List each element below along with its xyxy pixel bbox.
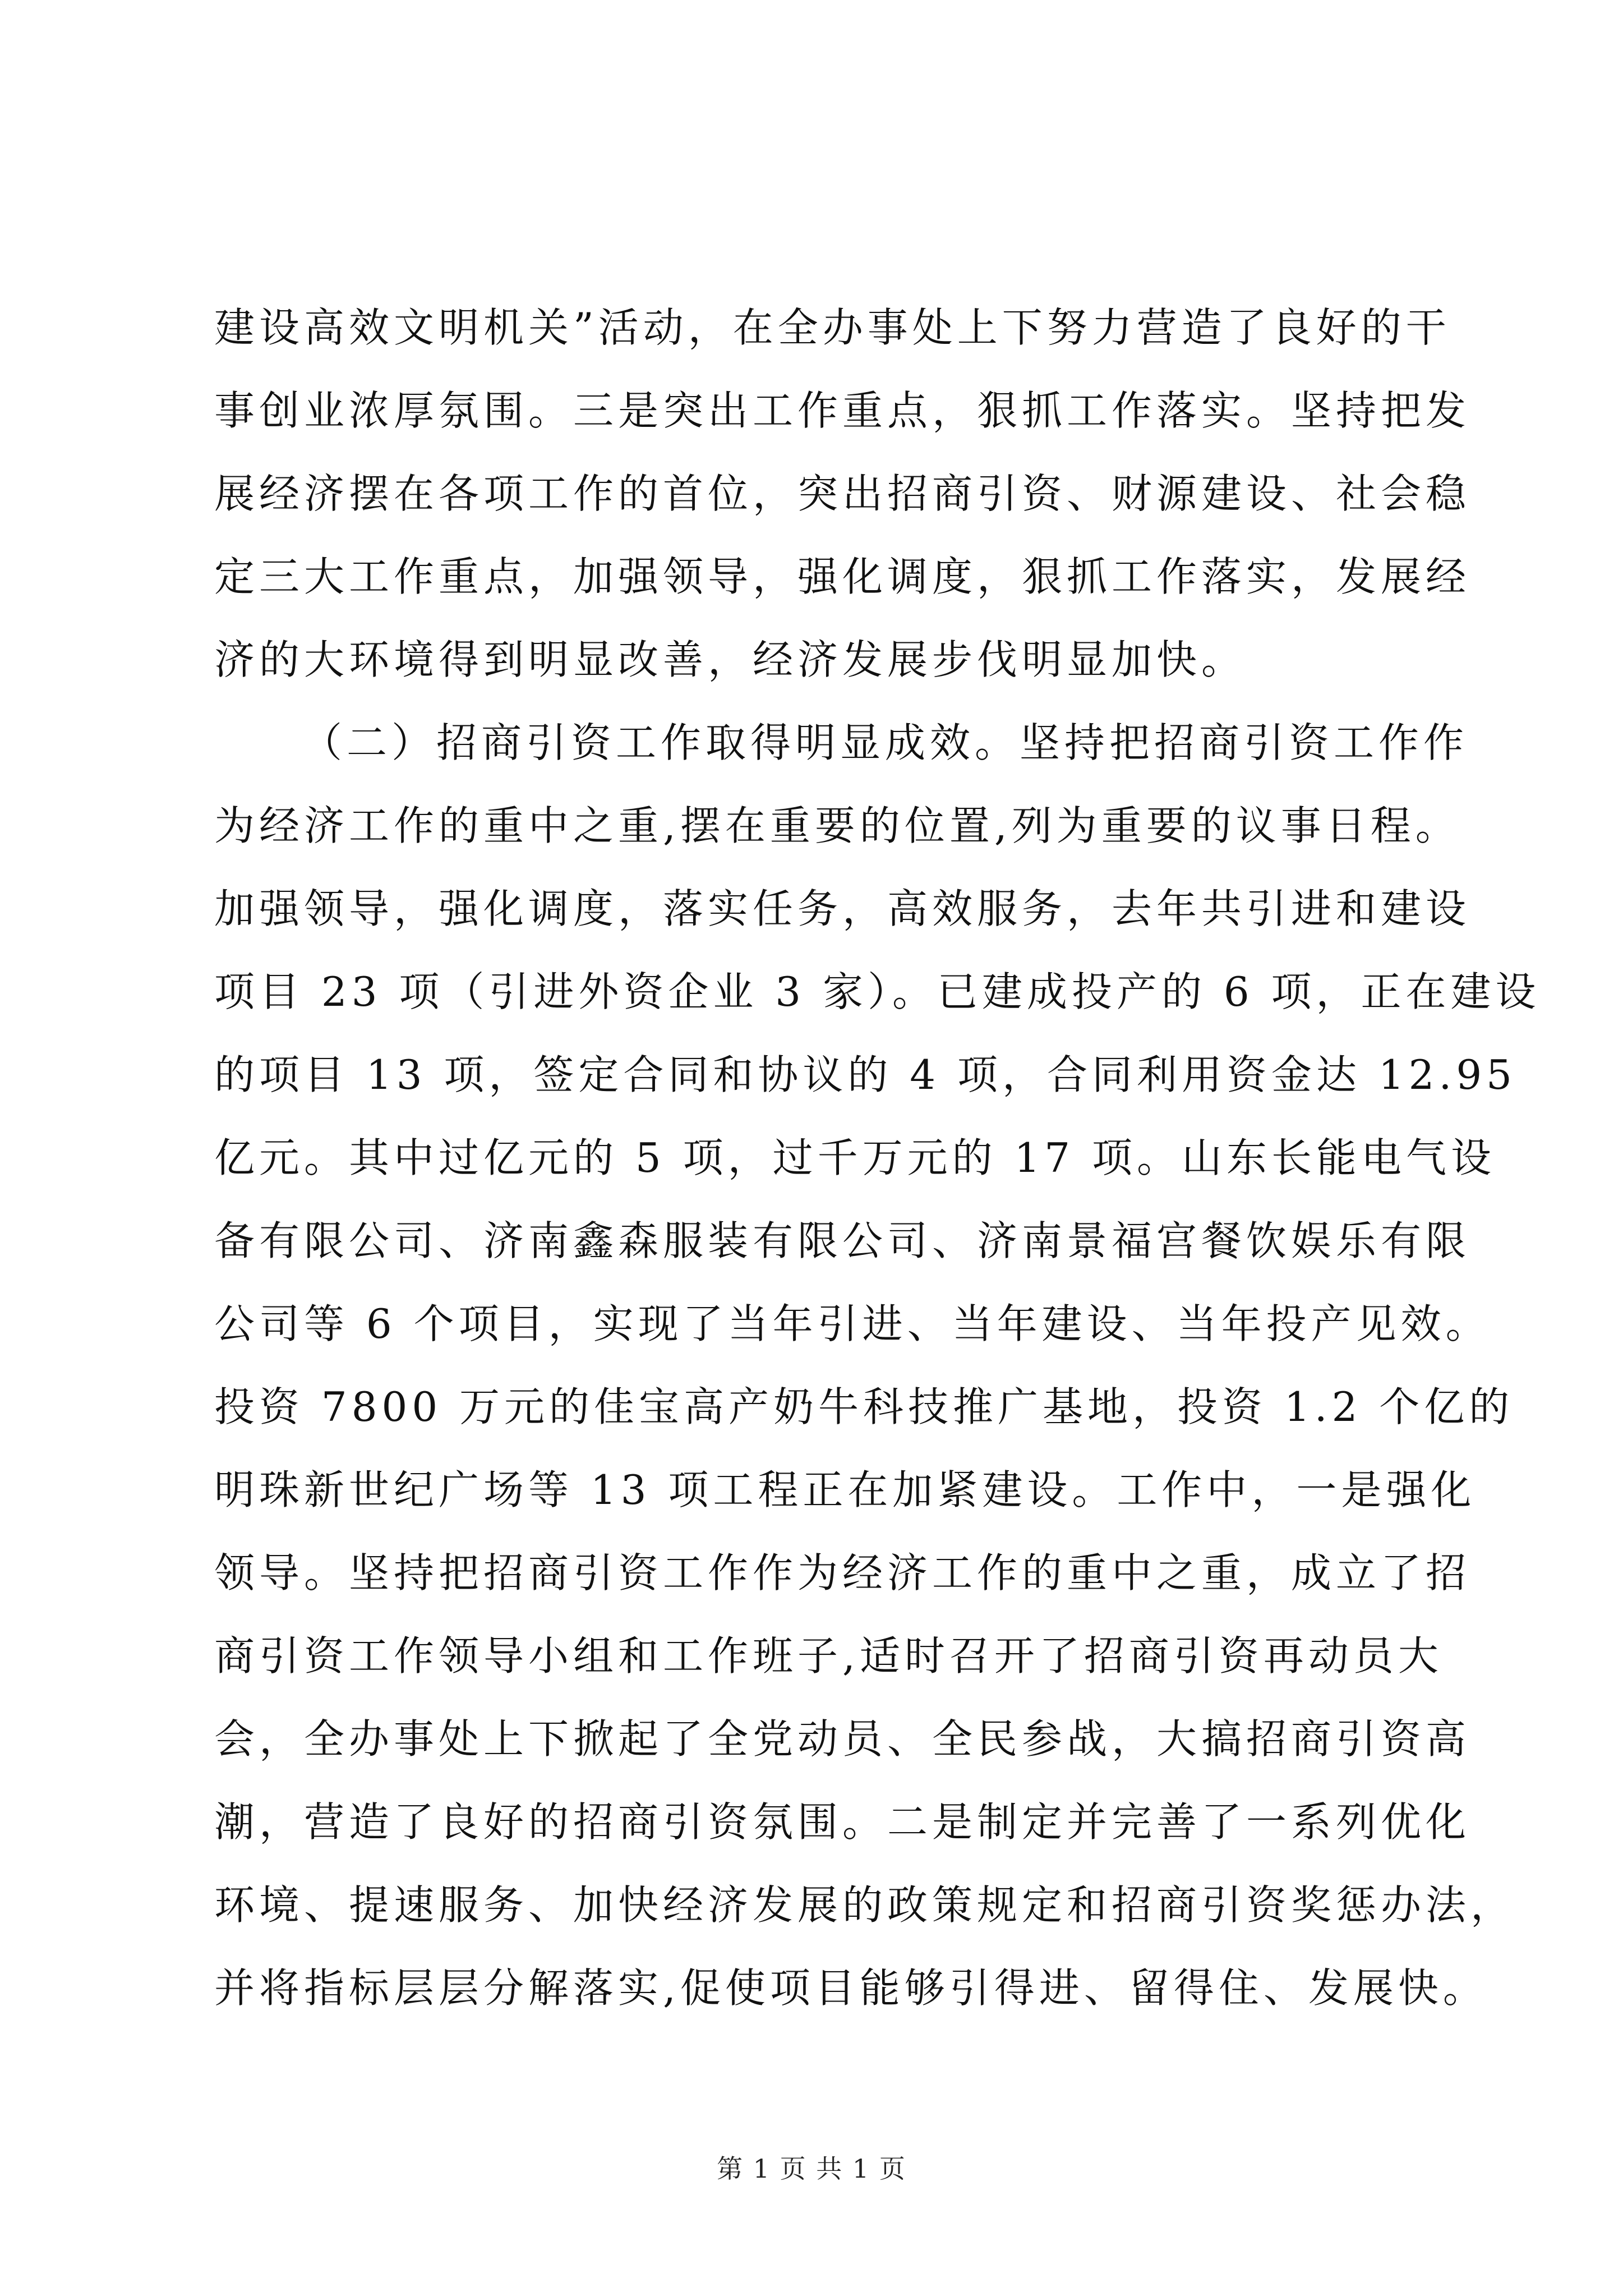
text-line: 明珠新世纪广场等 13 项工程正在加紧建设。工作中，一是强化 bbox=[214, 1466, 1476, 1513]
text-line: 会，全办事处上下掀起了全党动员、全民参战，大搞招商引资高 bbox=[214, 1715, 1471, 1763]
page-footer: 第 1 页 共 1 页 bbox=[717, 2154, 906, 2184]
text-line: 环境、提速服务、加快经济发展的政策规定和招商引资奖惩办法， bbox=[214, 1881, 1516, 1929]
text-line: 事创业浓厚氛围。三是突出工作重点，狠抓工作落实。坚持把发 bbox=[214, 387, 1471, 434]
section-heading-line: （二）招商引资工作取得明显成效。坚持把招商引资工作作 bbox=[302, 719, 1469, 766]
text-line: 商引资工作领导小组和工作班子,适时召开了招商引资再动员大 bbox=[214, 1632, 1443, 1680]
text-line: 亿元。其中过亿元的 5 项，过千万元的 17 项。山东长能电气设 bbox=[214, 1134, 1496, 1181]
text-line: 项目 23 项（引进外资企业 3 家）。已建成投产的 6 项，正在建设 bbox=[214, 968, 1541, 1015]
text-line: 展经济摆在各项工作的首位，突出招商引资、财源建设、社会稳 bbox=[214, 470, 1471, 517]
text-line: 潮，营造了良好的招商引资氛围。二是制定并完善了一系列优化 bbox=[214, 1798, 1471, 1846]
text-line: 公司等 6 个项目，实现了当年引进、当年建设、当年投产见效。 bbox=[214, 1300, 1491, 1347]
text-line: 的项目 13 项，签定合同和协议的 4 项，合同利用资金达 12.95 bbox=[214, 1051, 1516, 1098]
text-line: 备有限公司、济南鑫森服装有限公司、济南景福宫餐饮娱乐有限 bbox=[214, 1217, 1471, 1264]
text-line: 为经济工作的重中之重,摆在重要的位置,列为重要的议事日程。 bbox=[214, 802, 1460, 849]
text-line: 加强领导，强化调度，落实任务，高效服务，去年共引进和建设 bbox=[214, 885, 1471, 932]
body-text bbox=[214, 286, 1541, 2030]
text-line: 并将指标层层分解落实,促使项目能够引得进、留得住、发展快。 bbox=[214, 1964, 1488, 2012]
text-line: 定三大工作重点，加强领导，强化调度，狠抓工作落实，发展经 bbox=[214, 553, 1471, 600]
text-line: 投资 7800 万元的佳宝高产奶牛科技推广基地，投资 1.2 个亿的 bbox=[214, 1383, 1514, 1430]
text-line: 济的大环境得到明显改善，经济发展步伐明显加快。 bbox=[214, 636, 1247, 683]
text-line: 领导。坚持把招商引资工作作为经济工作的重中之重，成立了招 bbox=[214, 1549, 1471, 1596]
text-line: 建设高效文明机关”活动，在全办事处上下努力营造了良好的干 bbox=[214, 304, 1451, 351]
